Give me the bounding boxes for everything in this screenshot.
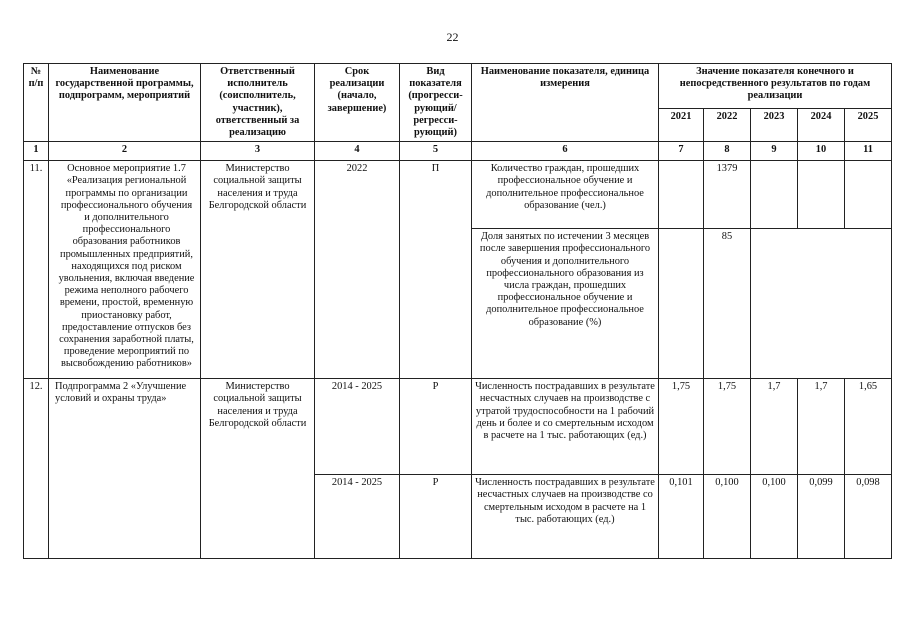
- column-index: 9: [751, 142, 798, 161]
- header-term: Срок реализации (начало, завершение): [315, 64, 400, 142]
- column-index: 1: [24, 142, 49, 161]
- indicator-value: 0,101: [659, 475, 704, 559]
- column-index: 11: [845, 142, 892, 161]
- indicator-value: [751, 229, 798, 379]
- indicator-value: [659, 229, 704, 379]
- column-index: 3: [201, 142, 315, 161]
- indicator-value: 0,099: [798, 475, 845, 559]
- indicator-value: 0,100: [751, 475, 798, 559]
- column-index: 7: [659, 142, 704, 161]
- indicator-value: 1,7: [798, 379, 845, 475]
- indicator-value: [798, 161, 845, 229]
- indicator-value: 1,7: [751, 379, 798, 475]
- header-year: 2024: [798, 108, 845, 141]
- implementation-term: 2014 - 2025: [315, 475, 400, 559]
- indicator-value: [798, 229, 845, 379]
- indicator-value: 1,75: [704, 379, 751, 475]
- header-year: 2021: [659, 108, 704, 141]
- indicator-value: 0,098: [845, 475, 892, 559]
- indicator-value: 0,100: [704, 475, 751, 559]
- column-index: 5: [400, 142, 472, 161]
- indicator-value: 1,75: [659, 379, 704, 475]
- indicator-name: Численность пострадавших в результате несчастных случаев на производстве с утратой трудоспособности на 1 рабочий день и более и со смертельным исходом в расчете на 1 тыс. работающих (ед.): [472, 379, 659, 475]
- indicator-name: Доля занятых по истечении 3 месяцев после завершения профессионального обучения и дополнительного профессионального образования из числа граждан, прошедших профессиональное обучение и дополнительное профессиональное образование (%): [472, 229, 659, 379]
- header-year: 2025: [845, 108, 892, 141]
- header-name: Наименование государственной программы, подпрограмм, мероприятий: [49, 64, 201, 142]
- indicator-name: Численность пострадавших в результате несчастных случаев на производстве со смертельным исходом в расчете на 1 тыс. работающих (ед.): [472, 475, 659, 559]
- column-index-row: [24, 142, 892, 161]
- header-type: Вид показателя (прогресси-рующий/ регресси-рующий): [400, 64, 472, 142]
- column-index: 6: [472, 142, 659, 161]
- page-number: 22: [446, 30, 459, 44]
- column-index: 10: [798, 142, 845, 161]
- header-year: 2022: [704, 108, 751, 141]
- implementation-term: 2014 - 2025: [315, 379, 400, 475]
- indicator-value: [659, 161, 704, 229]
- indicator-name: Количество граждан, прошедших профессиональное обучение и дополнительное профессиональное образование (чел.): [472, 161, 659, 229]
- indicator-type: Р: [400, 475, 472, 559]
- indicator-value: [751, 161, 798, 229]
- activity-name: Основное мероприятие 1.7 «Реализация региональной программы по организации профессионального обучения и дополнительного профессионального образования работников промышленных предприятий, находящихся под риском увольнения, включая введение режима неполного рабочего времени, простой, временную приостановку работ, предоставление отпусков без сохранения заработной платы, проведение мероприятий по высвобождению работников»: [49, 161, 201, 379]
- indicator-value: [845, 229, 892, 379]
- header-indicator: Наименование показателя, единица измерения: [472, 64, 659, 142]
- column-index: 2: [49, 142, 201, 161]
- indicator-type: Р: [400, 379, 472, 475]
- indicator-value: [845, 161, 892, 229]
- table-row: [24, 161, 892, 229]
- header-values-group: Значение показателя конечного и непосредственного результатов по годам реализации: [659, 64, 892, 109]
- header-year: 2023: [751, 108, 798, 141]
- header-responsible: Ответственный исполнитель (соисполнитель, участник), ответственный за реализацию: [201, 64, 315, 142]
- program-indicators-table: [23, 63, 892, 559]
- responsible-executor: Министерство социальной защиты населения и труда Белгородской области: [201, 161, 315, 379]
- indicator-value: 1,65: [845, 379, 892, 475]
- table-row: [24, 379, 892, 475]
- indicator-type: П: [400, 161, 472, 379]
- indicator-value: 85: [704, 229, 751, 379]
- row-number: 11.: [24, 161, 49, 379]
- column-index: 4: [315, 142, 400, 161]
- implementation-term: 2022: [315, 161, 400, 379]
- row-number: 12.: [24, 379, 49, 559]
- header-row: [24, 64, 892, 109]
- indicator-value: 1379: [704, 161, 751, 229]
- activity-name: Подпрограмма 2 «Улучшение условий и охраны труда»: [49, 379, 201, 559]
- column-index: 8: [704, 142, 751, 161]
- responsible-executor: Министерство социальной защиты населения и труда Белгородской области: [201, 379, 315, 559]
- header-num: № п/п: [24, 64, 49, 142]
